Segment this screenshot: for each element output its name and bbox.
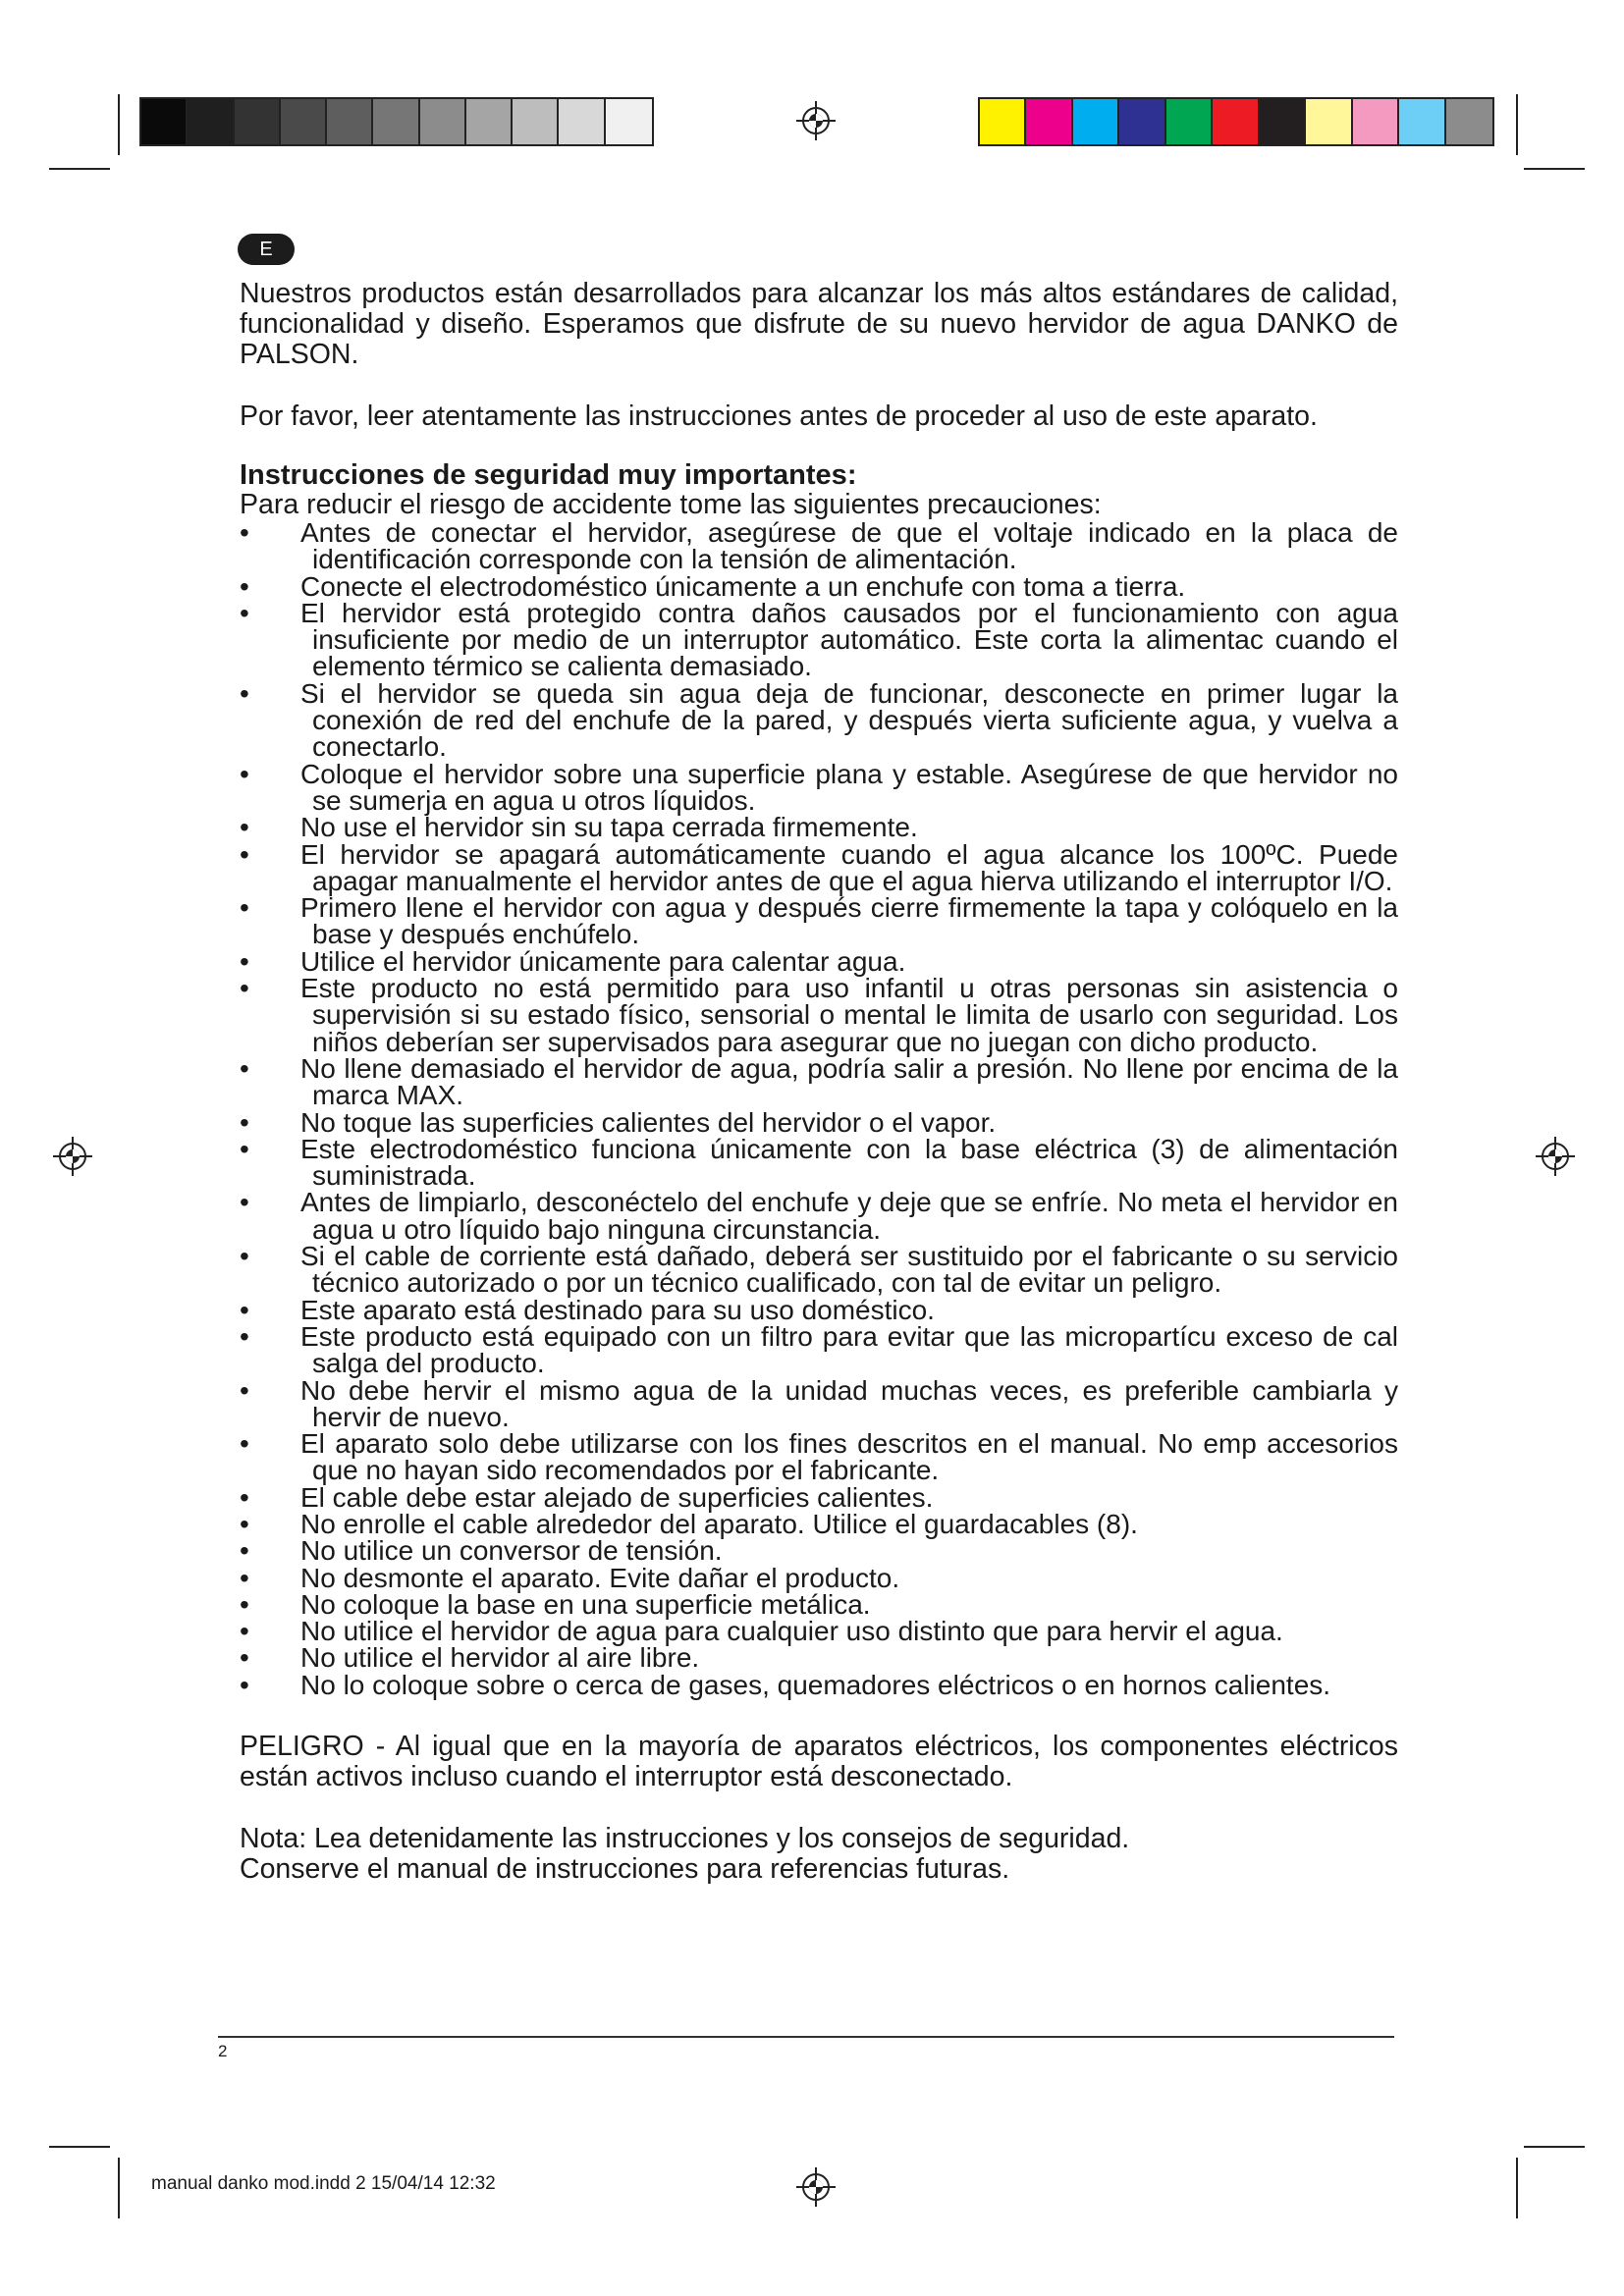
print-slug: manual danko mod.indd 2 15/04/14 12:32 [151, 2173, 496, 2194]
safety-item-text: El cable debe estar alejado de superficies calientes. [300, 1481, 934, 1513]
bullet-icon: • [240, 758, 249, 789]
bullet-icon: • [240, 1481, 249, 1513]
language-badge: E [238, 234, 295, 265]
bullet-icon: • [240, 1052, 249, 1084]
safety-list-item [240, 975, 1398, 1055]
color-swatch [281, 99, 327, 144]
color-swatch [373, 99, 419, 144]
bullet-icon: • [240, 1133, 249, 1164]
bullet-icon: • [240, 1562, 249, 1593]
bullet-icon: • [240, 1508, 249, 1539]
color-swatch [1213, 99, 1259, 144]
safety-item-text: Utilice el hervidor únicamente para calentar agua. [300, 945, 906, 977]
bullet-icon: • [240, 892, 249, 924]
bullet-icon: • [240, 1669, 249, 1700]
safety-list-item [240, 1588, 1398, 1620]
crop-mark [118, 2158, 120, 2218]
safety-item-text: No coloque la base en una superficie metálica. [300, 1588, 871, 1620]
safety-list-item [240, 812, 1398, 843]
color-swatch [1446, 99, 1492, 144]
safety-item-text: Este aparato está destinado para su uso doméstico. [300, 1294, 935, 1325]
safety-item-text: Este producto no está permitido para uso infantil u otras personas sin asistencia o supervisión si su estado físico, sensorial o mental le limita de usarlo con seguridad. Los niños deberían ser supervisados para asegurar que no juegan con dicho producto. [300, 973, 1398, 1057]
color-swatch [1026, 99, 1072, 144]
safety-item-text: No toque las superficies calientes del hervidor o el vapor. [300, 1106, 997, 1138]
crop-mark [1516, 94, 1518, 155]
color-swatch [1166, 99, 1213, 144]
safety-list-item [240, 1562, 1398, 1593]
safety-item-text: El hervidor se apagará automáticamente cuando el agua alcance los 100ºC. Puede apagar manualmente el hervidor antes de que el agua hierva utilizando el interruptor I/O. [300, 838, 1398, 896]
registration-target-icon [53, 1137, 92, 1176]
safety-list-item [240, 677, 1398, 763]
safety-item-text: No utilice el hervidor de agua para cualquier uso distinto que para hervir el agua. [300, 1616, 1283, 1647]
footer-rule [218, 2036, 1394, 2038]
safety-list-item [240, 1374, 1398, 1432]
document-body [240, 279, 1398, 1885]
bullet-icon: • [240, 597, 249, 628]
bullet-icon: • [240, 517, 249, 548]
color-swatch [1119, 99, 1165, 144]
bullet-icon: • [240, 1187, 249, 1218]
safety-list-item [240, 570, 1398, 602]
safety-list-item [240, 838, 1398, 896]
bullet-icon: • [240, 1616, 249, 1647]
crop-mark [49, 2146, 110, 2148]
safety-list-item [240, 758, 1398, 816]
safety-list-item [240, 1430, 1398, 1484]
safety-list-item [240, 1508, 1398, 1539]
color-swatch [1399, 99, 1445, 144]
process-color-bar [978, 97, 1494, 146]
bullet-icon: • [240, 1106, 249, 1138]
safety-list [240, 519, 1398, 1698]
color-swatch [606, 99, 652, 144]
safety-item-text: No utilice un conversor de tensión. [300, 1535, 723, 1567]
safety-item-text: Primero llene el hervidor con agua y después cierre firmemente la tapa y colóquelo en la base y después enchúfelo. [300, 892, 1398, 950]
bullet-icon: • [240, 838, 249, 870]
safety-list-item [240, 1294, 1398, 1325]
safety-item-text: Coloque el hervidor sobre una superficie plana y estable. Asegúrese de que hervidor no se sumerja en agua u otros líquidos. [300, 758, 1398, 816]
safety-heading: Instrucciones de seguridad muy importantes: [240, 459, 857, 491]
bullet-icon: • [240, 677, 249, 709]
bullet-icon: • [240, 1535, 249, 1567]
registration-target-icon [1536, 1137, 1575, 1176]
crop-mark [1524, 168, 1585, 170]
safety-intro: Para reducir el riesgo de accidente tome las siguientes precauciones: [240, 489, 1102, 520]
safety-list-item [240, 1106, 1398, 1138]
safety-list-item [240, 1133, 1398, 1192]
safety-item-text: No use el hervidor sin su tapa cerrada firmemente. [300, 812, 918, 843]
color-swatch [327, 99, 373, 144]
grayscale-color-bar [139, 97, 654, 146]
safety-list-item [240, 945, 1398, 977]
safety-item-text: No utilice el hervidor al aire libre. [300, 1642, 700, 1674]
read-instructions-paragraph: Por favor, leer atentamente las instrucciones antes de proceder al uso de este aparato. [240, 400, 1318, 432]
safety-item-text: No desmonte el aparato. Evite dañar el producto. [300, 1562, 900, 1593]
color-swatch [980, 99, 1026, 144]
bullet-icon: • [240, 1241, 249, 1272]
bullet-icon: • [240, 1642, 249, 1674]
registration-target-icon [796, 101, 836, 140]
color-swatch [1306, 99, 1352, 144]
safety-item-text: Antes de conectar el hervidor, asegúrese de que el voltaje indicado en la placa de identificación corresponde con la tensión de alimentación. [300, 517, 1398, 575]
safety-item-text: No debe hervir el mismo agua de la unidad muchas veces, es preferible cambiarla y hervir de nuevo. [300, 1374, 1398, 1432]
safety-list-item [240, 1243, 1398, 1297]
color-swatch [420, 99, 466, 144]
color-swatch [1353, 99, 1399, 144]
color-swatch [235, 99, 281, 144]
safety-list-item [240, 1616, 1398, 1647]
color-swatch [559, 99, 605, 144]
safety-list-item [240, 1320, 1398, 1379]
color-swatch [188, 99, 234, 144]
safety-list-item [240, 1052, 1398, 1111]
safety-list-item [240, 894, 1398, 948]
bullet-icon: • [240, 973, 249, 1004]
safety-list-item [240, 1481, 1398, 1513]
bullet-icon: • [240, 1428, 249, 1460]
color-swatch [513, 99, 559, 144]
bullet-icon: • [240, 570, 249, 602]
bullet-icon: • [240, 812, 249, 843]
safety-item-text: Conecte el electrodoméstico únicamente a un enchufe con toma a tierra. [300, 570, 1186, 602]
safety-item-text: Este electrodoméstico funciona únicamente con la base eléctrica (3) de alimentación suministrada. [300, 1133, 1398, 1192]
safety-item-text: Si el cable de corriente está dañado, deberá ser sustituido por el fabricante o su servicio técnico autorizado o por un técnico cualificado, con tal de evitar un peligro. [300, 1241, 1398, 1299]
bullet-icon: • [240, 1294, 249, 1325]
color-swatch [141, 99, 188, 144]
bullet-icon: • [240, 945, 249, 977]
safety-item-text: No enrolle el cable alrededor del aparato. Utilice el guardacables (8). [300, 1508, 1138, 1539]
safety-list-item [240, 1535, 1398, 1567]
crop-mark [118, 94, 120, 155]
danger-note: PELIGRO - Al igual que en la mayoría de aparatos eléctricos, los componentes eléctricos están activos incluso cuando el interruptor está desconectado. [240, 1731, 1398, 1793]
crop-mark [1516, 2158, 1518, 2218]
bullet-icon: • [240, 1588, 249, 1620]
safety-item-text: Antes de limpiarlo, desconéctelo del enchufe y deje que se enfríe. No meta el hervidor en agua u otro líquido bajo ninguna circunstancia. [300, 1187, 1398, 1245]
crop-mark [49, 168, 110, 170]
note-line-2: Conserve el manual de instrucciones para referencias futuras. [240, 1853, 1010, 1886]
safety-list-item [240, 1642, 1398, 1674]
safety-item-text: El hervidor está protegido contra daños causados por el funcionamiento con agua insuficiente por medio de un interruptor automático. Este corta la alimentac cuando el elemento térmico se calienta demasiado. [300, 597, 1398, 682]
safety-list-item [240, 1669, 1398, 1700]
safety-item-text: Si el hervidor se queda sin agua deja de funcionar, desconecte en primer lugar la conexión de red del enchufe de la pared, y después vierta suficiente agua, y vuelva a conectarlo. [300, 677, 1398, 763]
safety-item-text: El aparato solo debe utilizarse con los fines descritos en el manual. No emp accesorios que no hayan sido recomendados por el fabricante. [300, 1428, 1398, 1486]
bullet-icon: • [240, 1374, 249, 1406]
intro-paragraph: Nuestros productos están desarrollados para alcanzar los más altos estándares de calidad, funcionalidad y diseño. Esperamos que disfrute de su nuevo hervidor de agua DANKO de PALSON. [240, 278, 1398, 370]
bullet-icon: • [240, 1320, 249, 1352]
page-number: 2 [218, 2042, 228, 2060]
safety-item-text: No llene demasiado el hervidor de agua, podría salir a presión. No llene por encima de la marca MAX. [300, 1052, 1398, 1111]
color-swatch [466, 99, 513, 144]
safety-list-item [240, 597, 1398, 682]
safety-list-item [240, 519, 1398, 573]
safety-list-item [240, 1189, 1398, 1243]
crop-mark [1524, 2146, 1585, 2148]
safety-item-text: Este producto está equipado con un filtro para evitar que las micropartícu exceso de cal salga del producto. [300, 1320, 1398, 1379]
safety-item-text: No lo coloque sobre o cerca de gases, quemadores eléctricos o en hornos calientes. [300, 1669, 1331, 1700]
registration-target-icon [796, 2167, 836, 2207]
note-line-1: Nota: Lea detenidamente las instrucciones y los consejos de seguridad. [240, 1823, 1130, 1855]
color-swatch [1260, 99, 1306, 144]
color-swatch [1073, 99, 1119, 144]
